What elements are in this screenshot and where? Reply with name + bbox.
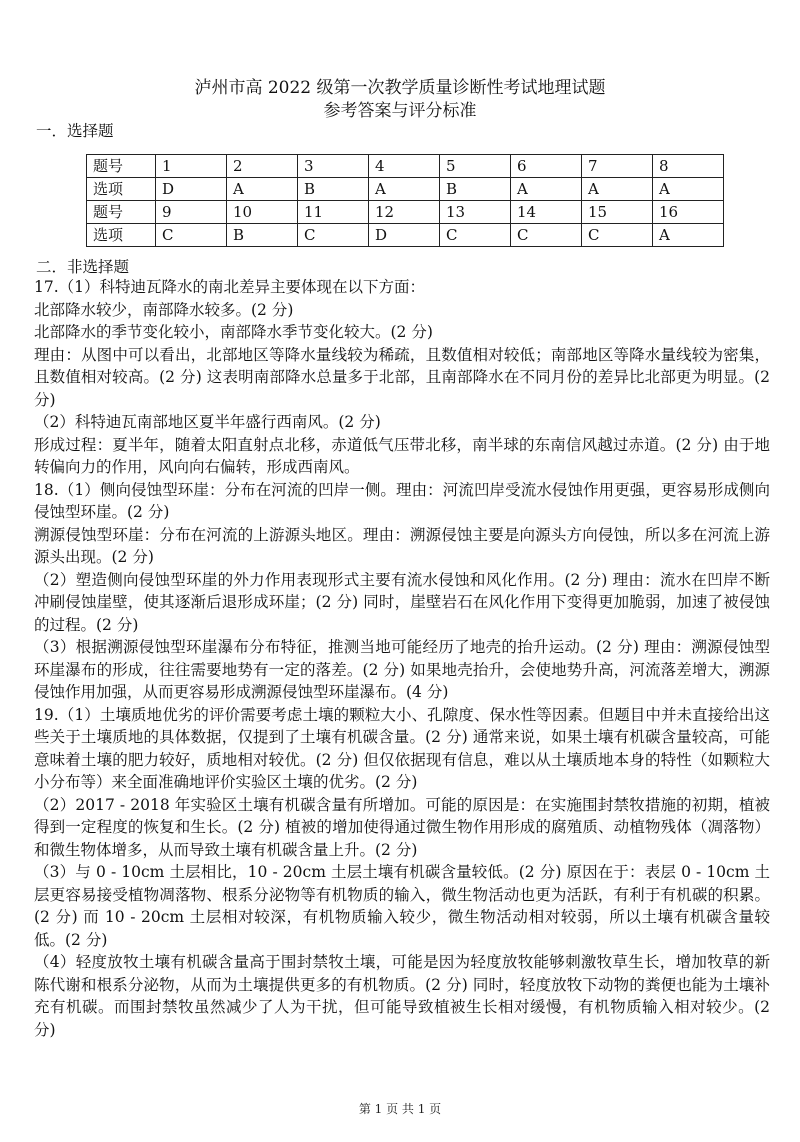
- answer-paragraph: （2）塑造侧向侵蚀型环崖的外力作用表现形式主要有流水侵蚀和风化作用。(2 分) 理由：流水在凹岸不断冲刷侵蚀崖壁，使其逐渐后退形成环崖；(2 分) 同时，崖壁岩石在风化作用下变得更加脆弱，加速了被侵蚀的过程。(2 分): [34, 570, 770, 634]
- answer-paragraph: 19.（1）土壤质地优劣的评价需要考虑土壤的颗粒大小、孔隙度、保水性等因素。但题目中并未直接给出这些关于土壤质地的具体数据，仅提到了土壤有机碳含量。(2 分) 通常来说，如果土壤有机碳含量较高，可能意味着土壤的肥力较好，质地相对较优。(2 分) 但仅依据现有信息，难以从土壤质地本身的特性（如颗粒大小分布等）来全面准确地评价实验区土壤的优劣。(2 分): [34, 705, 770, 791]
- answer-cell: A: [653, 178, 724, 201]
- answer-paragraph: 理由：从图中可以看出，北部地区等降水量线较为稀疏，且数值相对较低；南部地区等降水量线较为密集，且数值相对较高。(2 分) 这表明南部降水总量多于北部，且南部降水在不同月份的差异比北部更为明显。(2 分): [34, 345, 770, 409]
- answer-cell: 15: [582, 201, 653, 224]
- answer-cell: A: [582, 178, 653, 201]
- answer-paragraph: （3）与 0 - 10cm 土层相比，10 - 20cm 土层土壤有机碳含量较低。(2 分) 原因在于：表层 0 - 10cm 土层更容易接受植物凋落物、根系分泌物等有机物质的输入，微生物活动也更为活跃，有利于有机碳的积累。(2 分) 而 10 - 20cm 土层相对较深，有机物质输入较少，微生物活动相对较弱，所以土壤有机碳含量较低。(2 分): [34, 863, 770, 949]
- answer-cell: A: [227, 178, 298, 201]
- answer-cell: 12: [369, 201, 440, 224]
- table-row: [87, 155, 724, 178]
- section-heading-choice: 一．选择题: [36, 122, 114, 140]
- answer-paragraph: 17.（1）科特迪瓦降水的南北差异主要体现在以下方面：: [34, 278, 426, 296]
- answer-cell: 11: [298, 201, 369, 224]
- answer-paragraph: 溯源侵蚀型环崖：分布在河流的上游源头地区。理由：溯源侵蚀主要是向源头方向侵蚀，所以多在河流上游源头出现。(2 分): [34, 525, 770, 566]
- answer-paragraph: 北部降水较少，南部降水较多。(2 分): [34, 300, 294, 319]
- answer-table: [86, 154, 724, 247]
- answer-paragraph: 形成过程：夏半年，随着太阳直射点北移，赤道低气压带北移，南半球的东南信风越过赤道。(2 分) 由于地转偏向力的作用，风向向右偏转，形成西南风。: [34, 435, 770, 476]
- answer-cell: C: [582, 224, 653, 247]
- answer-cell: C: [511, 224, 582, 247]
- answer-cell: 1: [156, 155, 227, 178]
- row-header-cell: 选项: [87, 224, 156, 247]
- answer-cell: 10: [227, 201, 298, 224]
- answer-cell: A: [653, 224, 724, 247]
- section-heading-nonchoice: 二．非选择题: [36, 258, 130, 276]
- table-row: [87, 224, 724, 247]
- answer-cell: D: [369, 224, 440, 247]
- answer-cell: B: [298, 178, 369, 201]
- answer-cell: A: [369, 178, 440, 201]
- document-subtitle: 参考答案与评分标准: [323, 101, 477, 121]
- answer-body: [34, 276, 770, 1041]
- answer-cell: 3: [298, 155, 369, 178]
- answer-cell: D: [156, 178, 227, 201]
- answer-cell: 7: [582, 155, 653, 178]
- answer-cell: 16: [653, 201, 724, 224]
- answer-cell: 8: [653, 155, 724, 178]
- table-row: [87, 201, 724, 224]
- row-header-cell: 题号: [87, 201, 156, 224]
- answer-paragraph: 北部降水的季节变化较小，南部降水季节变化较大。(2 分): [34, 323, 433, 341]
- page-footer: 第 1 页 共 1 页: [358, 1102, 442, 1116]
- answer-paragraph: 18.（1）侧向侵蚀型环崖：分布在河流的凹岸一侧。理由：河流凹岸受流水侵蚀作用更强，更容易形成侧向侵蚀型环崖。(2 分): [34, 480, 770, 521]
- answer-paragraph: （3）根据溯源侵蚀型环崖瀑布分布特征，推测当地可能经历了地壳的抬升运动。(2 分) 理由：溯源侵蚀型环崖瀑布的形成，往往需要地势有一定的落差。(2 分) 如果地壳抬升，会使地势升高，河流落差增大，溯源侵蚀作用加强，从而更容易形成溯源侵蚀型环崖瀑布。(4 分): [34, 638, 770, 701]
- answer-cell: 14: [511, 201, 582, 224]
- answer-cell: 5: [440, 155, 511, 178]
- answer-cell: 9: [156, 201, 227, 224]
- table-row: [87, 178, 724, 201]
- answer-cell: C: [156, 224, 227, 247]
- answer-cell: B: [227, 224, 298, 247]
- answer-paragraph: （4）轻度放牧土壤有机碳含量高于围封禁牧土壤，可能是因为轻度放牧能够刺激牧草生长，增加牧草的新陈代谢和根系分泌物，从而为土壤提供更多的有机物质。(2 分) 同时，轻度放牧下动物的粪便也能为土壤补充有机碳。而围封禁牧虽然减少了人为干扰，但可能导致植被生长相对缓慢，有机物质输入相对较少。(2 分): [34, 953, 770, 1039]
- document-title: 泸州市高 2022 级第一次教学质量诊断性考试地理试题: [194, 78, 606, 98]
- answer-paragraph: （2）2017 - 2018 年实验区土壤有机碳含量有所增加。可能的原因是：在实施围封禁牧措施的初期，植被得到一定程度的恢复和生长。(2 分) 植被的增加使得通过微生物作用形成的腐殖质、动植物残体（凋落物）和微生物体增多，从而导致土壤有机碳含量上升。(2 分): [34, 795, 770, 859]
- answer-cell: 4: [369, 155, 440, 178]
- answer-paragraph: （2）科特迪瓦南部地区夏半年盛行西南风。(2 分): [34, 413, 381, 431]
- answer-cell: 2: [227, 155, 298, 178]
- answer-cell: A: [511, 178, 582, 201]
- answer-cell: 13: [440, 201, 511, 224]
- row-header-cell: 选项: [87, 178, 156, 201]
- answer-cell: C: [440, 224, 511, 247]
- answer-cell: C: [298, 224, 369, 247]
- row-header-cell: 题号: [87, 155, 156, 178]
- answer-cell: B: [440, 178, 511, 201]
- answer-cell: 6: [511, 155, 582, 178]
